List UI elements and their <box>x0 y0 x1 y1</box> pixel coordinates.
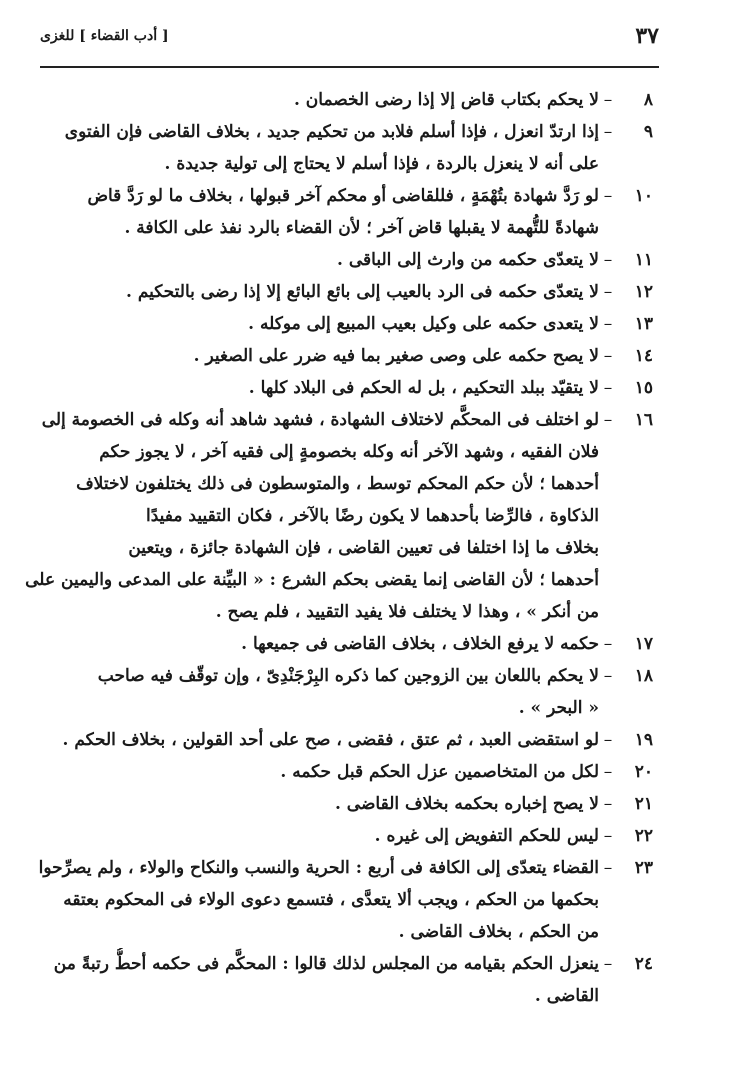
item-number: ١٩ <box>634 730 653 750</box>
text-line: لكل من المتخاصمين عزل الحكم قبل حكمه . <box>280 762 599 782</box>
list-item <box>26 180 653 244</box>
item-dash: – <box>603 858 613 878</box>
text-line: ينعزل الحكم بقيامه من المجلس لذلك قالوا : المحكَّم فى حكمه أحطُّ رتبةً من <box>53 954 599 974</box>
item-dash: – <box>603 634 613 654</box>
item-text <box>26 628 599 660</box>
list-item <box>26 244 653 276</box>
list-item <box>26 372 653 404</box>
continuation-paragraph <box>26 532 599 628</box>
text-line: من الحكم ، بخلاف القاضى . <box>398 922 599 942</box>
text-line: الذكاوة ، فالرِّضا بأحدهما لا يكون رضًا بالآخر ، فكان التقييد مفيدًا <box>146 506 599 526</box>
text-line: لا يتعدّى حكمه من وارث إلى الباقى . <box>337 250 599 270</box>
item-dash: – <box>603 410 613 430</box>
list-item <box>26 340 653 372</box>
text-line: شهادةً للتُّهمة لا يقبلها قاض آخر ؛ لأن القضاء بالرد نفذ على الكافة . <box>124 218 599 238</box>
list-item <box>26 852 653 948</box>
text-line: حكمه لا يرفع الخلاف ، بخلاف القاضى فى جميعها . <box>241 634 599 654</box>
text-line: لا يحكم بكتاب قاض إلا إذا رضى الخصمان . <box>293 90 599 110</box>
text-line: إذا ارتدّ انعزل ، فإذا أسلم فلابد من تحكيم جديد ، بخلاف القاضى فإن الفتوى <box>64 122 599 142</box>
text-line: لا يتقيّد ببلد التحكيم ، بل له الحكم فى البلاد كلها . <box>248 378 599 398</box>
item-dash: – <box>603 314 613 334</box>
text-line: لو استقضى العبد ، ثم عتق ، فقضى ، صح على أحد القولين ، بخلاف الحكم . <box>62 730 599 750</box>
item-text <box>26 84 599 116</box>
paragraph-text <box>25 532 599 628</box>
text-line: لا يصح حكمه على وصى صغير بما فيه ضرر على الصغير . <box>193 346 599 366</box>
item-number: ٢٤ <box>634 954 653 974</box>
item-text <box>26 116 599 180</box>
item-number: ٨ <box>643 90 653 110</box>
text-line: ليس للحكم التفويض إلى غيره . <box>374 826 599 846</box>
item-number: ١٦ <box>634 410 653 430</box>
page-body <box>26 84 653 1012</box>
item-dash: – <box>603 346 613 366</box>
item-dash: – <box>603 826 613 846</box>
item-number: ١٤ <box>634 346 653 366</box>
list-item <box>26 116 653 180</box>
text-line: لا يحكم باللعان بين الزوجين كما ذكره البِرْجَنْدِىّ ، وإن توقّف فيه صاحب <box>97 666 599 686</box>
item-text <box>26 340 599 372</box>
item-number: ١٧ <box>634 634 653 654</box>
item-text <box>26 724 599 756</box>
text-line: أحدهما ؛ لأن حكم المحكم توسط ، والمتوسطون فى ذلك يختلفون لاختلاف <box>76 474 599 494</box>
text-line: لو اختلف فى المحكَّم لاختلاف الشهادة ، فشهد شاهد أنه وكله فى الخصومة إلى <box>41 410 599 430</box>
item-dash: – <box>603 666 613 686</box>
item-text <box>26 180 599 244</box>
item-text <box>26 372 599 404</box>
item-text <box>26 948 599 1012</box>
item-text <box>26 820 599 852</box>
list-item <box>26 308 653 340</box>
list-item <box>26 404 653 532</box>
running-title: [ أدب القضاء ] للغزى <box>40 28 169 44</box>
list-item <box>26 724 653 756</box>
text-line: أحدهما ؛ لأن القاضى إنما يقضى بحكم الشرع : « البيِّنة على المدعى واليمين على <box>25 570 599 590</box>
item-dash: – <box>603 762 613 782</box>
item-number: ٢٠ <box>634 762 653 782</box>
list-item <box>26 276 653 308</box>
text-line: « البحر » . <box>518 698 599 718</box>
item-dash: – <box>603 954 613 974</box>
item-number: ١٥ <box>634 378 653 398</box>
item-dash: – <box>603 730 613 750</box>
item-number: ١٢ <box>634 282 653 302</box>
text-line: بحكمها من الحكم ، ويجب ألا يتعدَّى ، فتسمع دعوى الولاء فى المحكوم بعتقه <box>63 890 599 910</box>
list-item <box>26 84 653 116</box>
item-number: ٢٢ <box>634 826 653 846</box>
list-item <box>26 660 653 724</box>
item-dash: – <box>603 186 613 206</box>
item-number: ١١ <box>634 250 653 270</box>
item-dash: – <box>603 122 613 142</box>
item-dash: – <box>603 378 613 398</box>
page-number: ٣٧ <box>635 23 659 49</box>
list-item <box>26 820 653 852</box>
text-line: بخلاف ما إذا اختلفا فى تعيين القاضى ، فإن الشهادة جائزة ، ويتعين <box>128 538 599 558</box>
text-line: من أنكر » ، وهذا لا يختلف فلا يفيد التقييد ، فلم يصح . <box>215 602 599 622</box>
list-item <box>26 788 653 820</box>
text-line: على أنه لا ينعزل بالردة ، فإذا أسلم لا يحتاج إلى تولية جديدة . <box>164 154 599 174</box>
text-line: لا يصح إخباره بحكمه بخلاف القاضى . <box>334 794 599 814</box>
item-text <box>26 276 599 308</box>
item-number: ١٠ <box>634 186 653 206</box>
item-number: ١٣ <box>634 314 653 334</box>
text-line: القاضى . <box>534 986 599 1006</box>
item-text <box>26 756 599 788</box>
list-item <box>26 628 653 660</box>
item-text <box>26 308 599 340</box>
header-rule <box>40 66 659 68</box>
item-text <box>26 244 599 276</box>
text-line: لو رَدَّ شهادة بتُهْمَةٍ ، فللقاضى أو محكم آخر قبولها ، بخلاف ما لو رَدَّ قاض <box>87 186 599 206</box>
item-number: ١٨ <box>634 666 653 686</box>
item-number: ٢٣ <box>634 858 653 878</box>
item-text <box>26 660 599 724</box>
text-line: القضاء يتعدّى إلى الكافة فى أربع : الحرية والنسب والنكاح والولاء ، ولم يصرِّحوا <box>38 858 599 878</box>
list-item <box>26 948 653 1012</box>
item-dash: – <box>603 250 613 270</box>
list-item <box>26 756 653 788</box>
text-line: فلان الفقيه ، وشهد الآخر أنه وكله بخصومةٍ إلى فقيه آخر ، لا يجوز حكم <box>99 442 599 462</box>
page-header <box>40 16 659 56</box>
item-text <box>26 852 599 948</box>
item-dash: – <box>603 282 613 302</box>
item-number: ٩ <box>643 122 653 142</box>
item-number: ٢١ <box>634 794 653 814</box>
item-dash: – <box>603 794 613 814</box>
item-text <box>26 404 599 532</box>
item-text <box>26 788 599 820</box>
text-line: لا يتعدى حكمه على وكيل بعيب المبيع إلى موكله . <box>248 314 599 334</box>
item-dash: – <box>603 90 613 110</box>
text-line: لا يتعدّى حكمه فى الرد بالعيب إلى بائع البائع إلا إذا رضى بالتحكيم . <box>126 282 599 302</box>
